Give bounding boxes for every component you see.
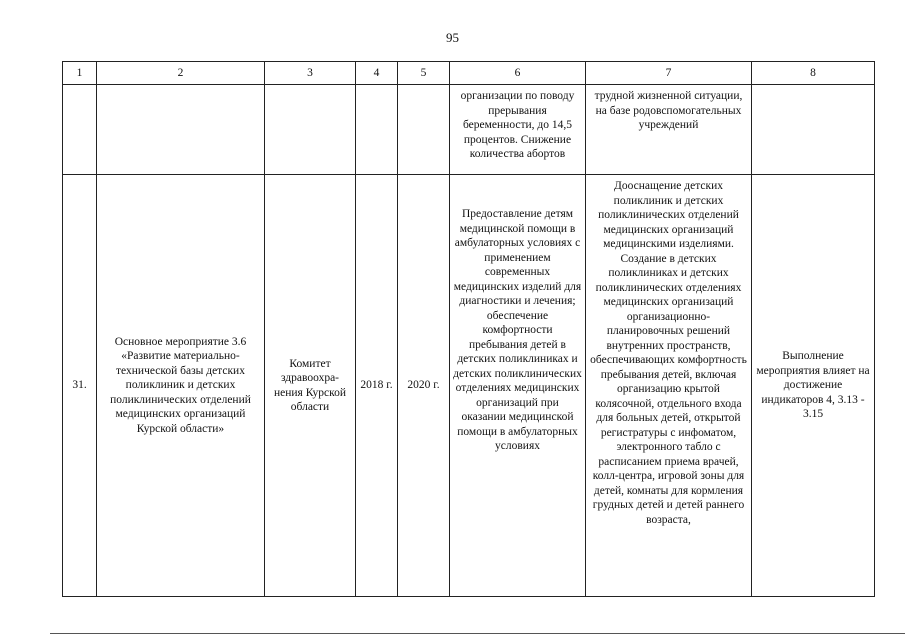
cont-cell-3 <box>265 85 356 175</box>
program-activities-table <box>62 61 875 597</box>
row-number: 31. <box>63 175 97 597</box>
cont-cell-1 <box>63 85 97 175</box>
cont-cell-expected-result: организации по поводу прерывания беременности, до 14,5 процентов. Снижение количества абортов <box>450 85 586 175</box>
cont-cell-content: трудной жизненной ситуации, на базе родовспомогательных учреждений <box>586 85 752 175</box>
end-year: 2020 г. <box>398 175 450 597</box>
page-bottom-rule <box>50 633 905 634</box>
column-number-6: 6 <box>450 62 586 85</box>
table-row <box>63 175 875 597</box>
event-name: Основное мероприятие 3.6 «Развитие материально-технической базы детских поликлиник и детских поликлинических отделений медицинских организаций Курской области» <box>97 175 265 597</box>
start-year: 2018 г. <box>356 175 398 597</box>
column-number-3: 3 <box>265 62 356 85</box>
page-number: 95 <box>446 30 459 45</box>
column-number-7: 7 <box>586 62 752 85</box>
column-number-5: 5 <box>398 62 450 85</box>
main-directions: Дооснащение детских поликлиник и детских поликлинических отделений медицинских организаций медицинскими изделиями. Создание в детских поликлиниках и детских поликлинических отделениях медицинских организаций организационно-планировочных решений внутренних пространств, обеспечивающих комфортность пребывания детей, включая организацию крытой колясочной, отдельного входа для больных детей, открытой регистратуры с инфоматом, электронного табло с расписанием приема врачей, колл-центра, игровой зоны для детей, комнаты для кормления грудных детей и детей раннего возраста, <box>586 175 752 597</box>
responsible-executor: Комитет здравоохра-нения Курской области <box>265 175 356 597</box>
column-number-1: 1 <box>63 62 97 85</box>
cont-cell-4 <box>356 85 398 175</box>
cont-cell-2 <box>97 85 265 175</box>
column-number-2: 2 <box>97 62 265 85</box>
column-number-row <box>63 62 875 85</box>
column-number-8: 8 <box>752 62 875 85</box>
continuation-row <box>63 85 875 175</box>
cont-cell-8 <box>752 85 875 175</box>
cont-cell-5 <box>398 85 450 175</box>
indicator-link: Выполнение мероприятия влияет на достижение индикаторов 4, 3.13 - 3.15 <box>752 175 875 597</box>
expected-result: Предоставление детям медицинской помощи в амбулаторных условиях с применением современных медицинских изделий для диагностики и лечения; обеспечение комфортности пребывания детей в детских поликлиниках и детских поликлинических отделениях медицинских организаций при оказании медицинской помощи в амбулаторных условиях <box>450 175 586 597</box>
column-number-4: 4 <box>356 62 398 85</box>
